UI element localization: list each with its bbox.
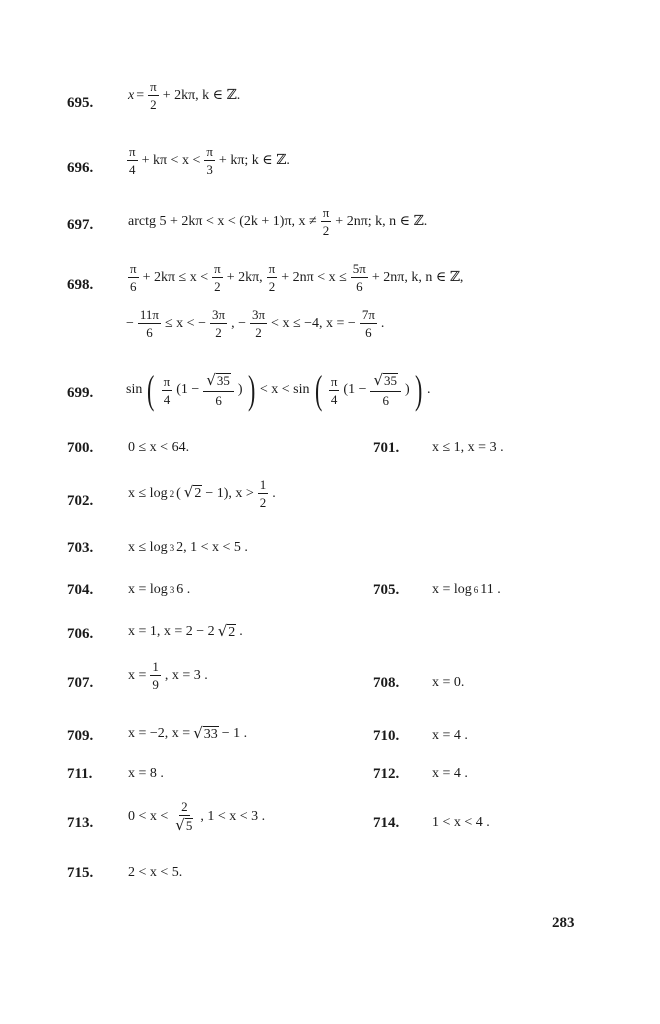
denominator: 2: [259, 495, 267, 510]
fraction: [172, 800, 196, 833]
radicand: 35: [216, 373, 230, 389]
radical-sign-glyph: √: [175, 816, 185, 834]
period: .: [380, 315, 385, 331]
equals: =: [136, 87, 145, 103]
denominator: 2: [150, 97, 157, 112]
answer-lead: x ≤ log: [128, 540, 168, 555]
numerator: π: [206, 144, 213, 159]
answer: 2 < x < 5.: [128, 865, 183, 880]
numerator: π: [214, 261, 221, 276]
problem-711-712: [0, 766, 660, 790]
answer-rest: 2, 1 < x < 5 .: [176, 540, 248, 555]
right-paren-glyph: ): [414, 367, 423, 412]
answer: [128, 660, 208, 691]
sqrt: [373, 373, 398, 388]
problem-number: 702.: [67, 493, 94, 509]
problem-number: 696.: [67, 160, 94, 176]
fraction: [138, 308, 161, 339]
log-base: 3: [169, 585, 175, 595]
numerator: 11π: [139, 307, 159, 322]
answer-lead: x ≤ log: [128, 485, 168, 501]
problem-number: 701.: [373, 440, 400, 456]
log-base: 2: [169, 488, 175, 499]
denominator: 2: [322, 223, 330, 238]
denominator: 4: [330, 391, 338, 407]
answer-rest: , x = 3 .: [164, 667, 208, 683]
problem-704-705: [0, 582, 660, 606]
answer-mid: − 1), x >: [205, 485, 254, 501]
problem-number: 697.: [67, 217, 94, 233]
period: .: [272, 485, 276, 501]
problem-697: [0, 206, 660, 266]
answer-lead: 0 < x <: [128, 808, 169, 824]
denominator: 6: [382, 392, 390, 408]
problem-707-708: [0, 660, 660, 720]
denominator: 2: [214, 279, 221, 294]
numerator: 3π: [211, 307, 226, 322]
answer-lead: x =: [128, 667, 147, 683]
fraction: [329, 375, 340, 406]
answer: 0 ≤ x < 64.: [128, 440, 190, 455]
problem-number: 695.: [67, 95, 94, 111]
problem-number: 698.: [67, 277, 94, 293]
left-paren-glyph: (: [314, 367, 322, 412]
numerator: π: [322, 205, 330, 220]
answer: [432, 582, 501, 598]
problem-706: [0, 624, 660, 650]
log-base: 6: [473, 585, 479, 595]
answer-mid: , −: [231, 315, 246, 331]
denominator: 4: [129, 162, 136, 177]
left-paren-glyph: (: [147, 367, 155, 412]
answer: [126, 367, 431, 412]
problem-699: [0, 367, 660, 430]
answer-mid: + 2kπ,: [226, 269, 263, 285]
numerator: 7π: [361, 307, 375, 322]
answer: [125, 145, 290, 176]
radicand: 5: [185, 818, 193, 833]
denominator: 2: [255, 325, 262, 340]
answer-lead: x = log: [432, 582, 472, 597]
answer-rest: 6 .: [176, 582, 191, 597]
answer-rest: + 2nπ, k, n ∈ ℤ,: [371, 270, 464, 285]
sqrt: [175, 818, 193, 833]
answer-lead: x = log: [128, 582, 168, 597]
answer: x ≤ 1, x = 3 .: [432, 440, 504, 455]
numerator: π: [130, 261, 137, 276]
radical-sign-glyph: √: [206, 371, 216, 390]
problem-709-710: [0, 726, 660, 752]
denominator: 2: [215, 325, 222, 340]
problem-715: [0, 865, 660, 889]
answer-rest: + 2kπ, k ∈ ℤ.: [162, 88, 241, 103]
numerator: π: [330, 373, 338, 389]
answer: x = 4 .: [432, 728, 468, 743]
fraction: [267, 262, 278, 293]
numerator: 2: [181, 799, 188, 814]
numerator: π: [268, 261, 276, 276]
problem-number: 705.: [373, 582, 400, 598]
denominator: 6: [365, 325, 372, 340]
problem-number: 710.: [373, 728, 400, 744]
problem-number: 703.: [67, 540, 94, 556]
fraction: [370, 373, 401, 406]
fraction: [210, 308, 227, 339]
denominator: [172, 816, 196, 833]
problem-698: [0, 262, 660, 362]
numerator: π: [163, 373, 171, 389]
problem-number: 713.: [67, 815, 94, 831]
fraction: [127, 145, 138, 176]
fraction: [321, 206, 332, 237]
answer: [128, 726, 247, 742]
problem-number: 711.: [67, 766, 93, 782]
problem-number: 707.: [67, 675, 94, 691]
fraction: [360, 308, 377, 339]
answer: x = 8 .: [128, 766, 164, 781]
numerator: π: [150, 79, 157, 94]
numerator: 3π: [251, 307, 266, 322]
fraction: [258, 478, 269, 509]
answer: 1 < x < 4 .: [432, 815, 490, 830]
denominator: 2: [268, 279, 276, 294]
problem-number: 700.: [67, 440, 94, 456]
fraction: [203, 373, 234, 406]
fraction: [128, 262, 139, 293]
radicand: 2: [194, 486, 202, 502]
answer-lead: x = 1, x = 2 − 2: [128, 624, 215, 640]
numerator: π: [129, 144, 136, 159]
answer: [128, 80, 240, 111]
denominator: 6: [130, 279, 137, 294]
answer-rest: + 2nπ; k, n ∈ ℤ.: [335, 214, 428, 229]
answer: [128, 206, 427, 237]
answer-mid: + 2kπ ≤ x <: [142, 269, 209, 285]
problem-713-714: [0, 800, 660, 860]
answer: x = 0.: [432, 675, 465, 690]
sqrt: [218, 624, 237, 640]
problem-number: 708.: [373, 675, 400, 691]
fraction: [250, 308, 267, 339]
answer-rest: + kπ; k ∈ ℤ.: [218, 153, 290, 168]
answer-mid: + kπ < x <: [141, 152, 201, 168]
denominator: 9: [152, 677, 159, 692]
problem-702: [0, 478, 660, 538]
answer-line-1: [126, 262, 463, 293]
fraction: [351, 262, 368, 293]
sqrt: [206, 373, 231, 388]
denominator: 6: [215, 392, 222, 408]
radical-sign-glyph: √: [373, 371, 384, 390]
problem-number: 706.: [67, 626, 94, 642]
answer-mid: < x < sin: [259, 382, 310, 397]
numerator: 1: [152, 659, 159, 674]
answer-mid: < x ≤ −4, x = −: [271, 315, 356, 331]
log-base: 3: [169, 543, 175, 553]
period: .: [239, 624, 243, 640]
problem-number: 699.: [67, 385, 94, 401]
problem-number: 715.: [67, 865, 94, 881]
period: .: [427, 382, 431, 397]
denominator: 3: [206, 162, 213, 177]
denominator: 6: [356, 279, 363, 294]
problem-number: 709.: [67, 728, 94, 744]
answer-line-2: [126, 308, 384, 339]
problem-703: [0, 540, 660, 564]
fraction: [150, 660, 161, 691]
fraction: [212, 262, 223, 293]
problem-695: [0, 80, 660, 140]
sqrt: [193, 726, 219, 742]
answer: [128, 582, 190, 598]
answer-rest: 11 .: [480, 582, 501, 597]
answer-mid: + 2nπ < x ≤: [281, 269, 347, 285]
page-number: 283: [552, 915, 575, 931]
answer: [128, 540, 248, 556]
problem-number: 712.: [373, 766, 400, 782]
denominator: 4: [163, 391, 171, 407]
radicand: 2: [228, 625, 236, 640]
fraction: [162, 375, 173, 406]
numerator: 5π: [352, 261, 366, 276]
variable: x: [128, 87, 135, 103]
answer: x = 4 .: [432, 766, 468, 781]
right-paren-glyph: ): [247, 367, 255, 412]
minus-sign: −: [126, 315, 134, 331]
numerator: [203, 373, 234, 391]
close-paren: ): [405, 382, 410, 397]
problem-number: 704.: [67, 582, 94, 598]
radical-sign-glyph: √: [183, 483, 194, 502]
problem-number: 714.: [373, 815, 400, 831]
sin-label: sin: [126, 382, 143, 397]
answer-mid: (1 −: [343, 382, 367, 397]
answer-mid: (1 −: [176, 382, 200, 397]
answer: [128, 478, 276, 509]
numerator: [370, 373, 401, 391]
radical-sign-glyph: √: [217, 622, 228, 640]
answer-rest: − 1 .: [221, 726, 248, 742]
answer: [128, 624, 243, 640]
fraction: [204, 145, 215, 176]
problem-700-701: [0, 440, 660, 464]
answer-lead: x = −2, x =: [128, 726, 191, 742]
radicand: 33: [203, 727, 218, 742]
radical-sign-glyph: √: [193, 724, 203, 742]
problem-696: [0, 145, 660, 205]
fraction: [148, 80, 159, 111]
answer: [128, 800, 265, 833]
answer-lead: arctg 5 + 2kπ < x < (2k + 1)π, x ≠: [128, 213, 317, 229]
answer-rest: , 1 < x < 3 .: [200, 808, 266, 824]
radicand: 35: [384, 373, 398, 389]
denominator: 6: [146, 325, 153, 340]
sqrt: [184, 485, 203, 501]
close-paren: ): [237, 382, 243, 397]
open-paren: (: [176, 485, 181, 501]
numerator: 1: [259, 477, 267, 492]
answer-mid: ≤ x < −: [165, 315, 206, 331]
